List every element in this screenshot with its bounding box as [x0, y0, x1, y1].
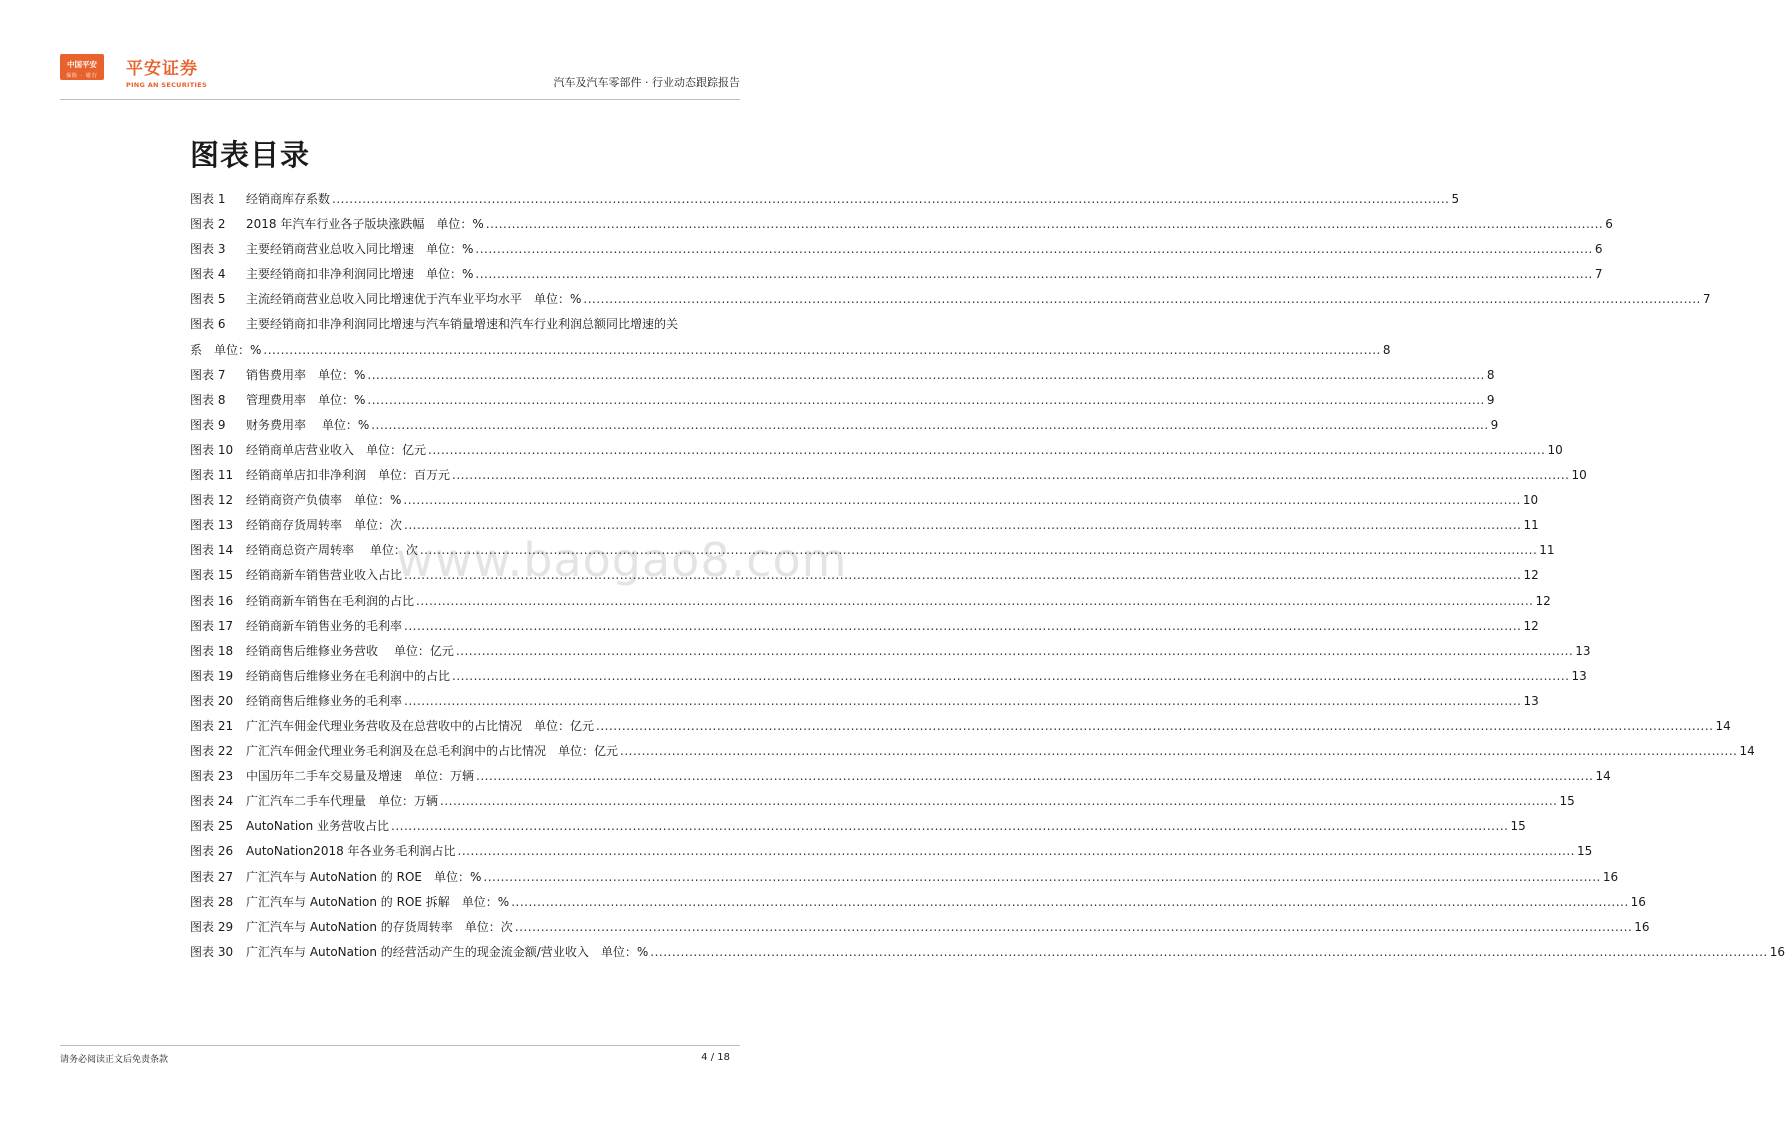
toc-entry-page: 10: [1547, 442, 1563, 457]
toc-entry-page: 6: [1594, 242, 1603, 257]
toc-entry-title: 经销商新车销售业务的毛利率: [246, 618, 403, 633]
toc-leader-dots: [650, 945, 1767, 959]
toc-entry[interactable]: [190, 491, 1539, 516]
toc-entry-page: 14: [1715, 718, 1731, 733]
toc-entry-page: 11: [1539, 543, 1555, 558]
toc-leader-dots: [596, 719, 1713, 733]
toc-entry[interactable]: [190, 717, 1731, 742]
toc-entry-page: 8: [1486, 367, 1495, 382]
toc-leader-dots: [452, 669, 1569, 683]
watermark: www.baogao8.com: [396, 533, 848, 587]
brand-name: 平安证券 PING AN SECURITIES: [126, 59, 207, 89]
toc-entry-page: 11: [1523, 518, 1539, 533]
toc-entry-number: 图表 25: [190, 819, 234, 834]
report-type: 汽车及汽车零部件 · 行业动态跟踪报告: [553, 76, 740, 89]
toc-entry[interactable]: [190, 566, 1539, 591]
toc-entry[interactable]: [190, 692, 1539, 717]
toc-entry-page: 5: [1451, 192, 1460, 206]
toc-entry-number: 图表 13: [190, 518, 234, 533]
toc-entry[interactable]: [190, 918, 1650, 943]
toc-entry[interactable]: [190, 943, 1785, 968]
toc-entry-title: 经销商总资产周转率 单位：次: [246, 543, 418, 558]
toc-entry-title: 主流经销商营业总收入同比增速优于汽车业平均水平 单位：%: [246, 292, 582, 307]
toc-entry-title: 广汇汽车与 AutoNation 的 ROE 单位：%: [246, 869, 482, 884]
toc-leader-dots: [403, 493, 1520, 507]
toc-leader-dots: [456, 644, 1573, 658]
toc-entry[interactable]: [190, 667, 1587, 692]
toc-entry-number: 图表 10: [190, 442, 234, 457]
toc-entry-number: 图表 19: [190, 668, 234, 683]
toc-entry[interactable]: [190, 265, 1603, 290]
toc-entry-number: 图表 5: [190, 292, 226, 307]
toc-entry-title: 经销商新车销售在毛利润的占比: [246, 593, 415, 608]
toc-leader-dots: [404, 518, 1521, 532]
toc-entry-title: 经销商库存系数: [246, 192, 331, 206]
ping-an-logo: 中国平安 保险 · 银行: [60, 54, 104, 80]
toc-leader-dots: [476, 769, 1593, 783]
toc-entry-title: 广汇汽车与 AutoNation 的存货周转率 单位：次: [246, 919, 513, 934]
toc-entry-number: 图表 28: [190, 894, 234, 909]
toc-entry[interactable]: [190, 391, 1495, 416]
toc-entry-page: 14: [1739, 744, 1755, 759]
toc-leader-dots: [440, 794, 1557, 808]
toc-leader-dots: [483, 870, 1600, 884]
toc-entry[interactable]: [190, 792, 1575, 817]
toc-entry[interactable]: [190, 617, 1539, 642]
toc-entry-number: 图表 11: [190, 468, 234, 483]
footer-disclaimer: 请务必阅读正文后免责条款: [60, 1055, 169, 1065]
page-header: [60, 50, 740, 100]
toc-entry-number: 图表 18: [190, 643, 234, 658]
toc-leader-dots: [515, 920, 1632, 934]
toc-entry[interactable]: [190, 315, 742, 340]
toc-entry-number: 图表 23: [190, 769, 234, 784]
toc-entry-title: 经销商存货周转率 单位：次: [246, 518, 403, 533]
toc-leader-dots: [583, 292, 1700, 306]
toc-entry-page: 8: [1382, 342, 1391, 357]
toc-entry-number: 图表 27: [190, 869, 234, 884]
toc-entry-number: 图表 17: [190, 618, 234, 633]
toc-entry-number: 图表 30: [190, 944, 234, 959]
toc-entry[interactable]: [190, 516, 1539, 541]
toc-entry-title: AutoNation2018 年各业务毛利润占比: [246, 844, 456, 859]
toc-entry-page: 9: [1486, 392, 1495, 407]
toc-entry-page: 14: [1595, 769, 1611, 784]
toc-entry-number: 图表 22: [190, 744, 234, 759]
toc-entry-page: 12: [1523, 568, 1539, 583]
toc-entry-page: 10: [1571, 468, 1587, 483]
toc-entry[interactable]: [190, 290, 1711, 315]
toc-leader-dots: [367, 368, 1484, 382]
toc-entry[interactable]: [190, 893, 1646, 918]
toc-leader-dots: [475, 267, 1592, 281]
toc-entry-page: 13: [1523, 693, 1539, 708]
toc-entry-page: 16: [1602, 869, 1619, 884]
toc-entry[interactable]: [190, 466, 1587, 491]
toc-leader-dots: [371, 418, 1488, 432]
toc-entry-number: 图表 26: [190, 844, 234, 859]
toc-entry-page: 6: [1605, 217, 1613, 232]
toc-entry-title: 经销商售后维修业务在毛利润中的占比: [246, 668, 451, 683]
toc-entry-page: 15: [1559, 794, 1575, 809]
toc-leader-dots: [404, 568, 1521, 582]
toc-entry[interactable]: [190, 215, 1613, 240]
toc-entry-number: 图表 1: [190, 192, 226, 206]
toc-entry-page: 16: [1634, 919, 1650, 934]
toc-entry[interactable]: [190, 767, 1611, 792]
toc-entry-title: 主要经销商营业总收入同比增速 单位：%: [246, 242, 474, 257]
toc-entry-title-cont: 系 单位：%: [190, 342, 262, 357]
toc-leader-dots: [428, 443, 1545, 457]
toc-entry-page: 15: [1510, 819, 1526, 834]
toc-entry-title: 主要经销商扣非净利润同比增速 单位：%: [246, 267, 474, 282]
toc-leader-dots: [263, 343, 1380, 357]
toc-entry[interactable]: [190, 416, 1499, 441]
toc-entry[interactable]: [190, 190, 1460, 215]
toc-leader-dots: [511, 895, 1628, 909]
toc-leader-dots: [452, 468, 1569, 482]
toc-entry-number: 图表 24: [190, 794, 234, 809]
toc-entry[interactable]: [190, 868, 1619, 893]
toc-entry-title: 管理费用率 单位：%: [246, 392, 366, 407]
toc-entry-title: 经销商新车销售营业收入占比: [246, 568, 403, 583]
page-number: 4 / 18: [701, 1052, 730, 1063]
toc-entry-number: 图表 7: [190, 367, 226, 382]
toc-leader-dots: [620, 744, 1737, 758]
toc-entry-title: 广汇汽车佣金代理业务毛利润及在总毛利润中的占比情况 单位：亿元: [246, 744, 619, 759]
toc-entry-title: 中国历年二手车交易量及增速 单位：万辆: [246, 769, 475, 784]
toc-entry-title: 广汇汽车与 AutoNation 的 ROE 拆解 单位：%: [246, 894, 510, 909]
toc-entry-page: 12: [1535, 593, 1551, 608]
toc-entry-title: 广汇汽车与 AutoNation 的经营活动产生的现金流金额/营业收入 单位：%: [246, 944, 649, 959]
toc-entry-title: 经销商单店扣非净利润 单位：百万元: [246, 468, 451, 483]
header-divider: [60, 99, 740, 100]
toc-leader-dots: [416, 594, 1533, 608]
toc-entry-number: 图表 12: [190, 493, 234, 508]
toc-entry-number: 图表 29: [190, 919, 234, 934]
toc-entry[interactable]: [190, 541, 1555, 566]
toc-leader-dots: [332, 192, 1449, 206]
toc-list: [190, 190, 1785, 968]
toc-entry[interactable]: [190, 742, 1755, 767]
toc-entry-number: 图表 21: [190, 718, 234, 733]
toc-entry-number: 图表 3: [190, 242, 226, 257]
toc-leader-dots: [404, 694, 1521, 708]
toc-entry-number: 图表 14: [190, 543, 234, 558]
toc-entry-page: 13: [1571, 668, 1587, 683]
toc-entry-number: 图表 20: [190, 693, 234, 708]
toc-entry-title: 广汇汽车二手车代理量 单位：万辆: [246, 794, 439, 809]
toc-entry-page: 7: [1702, 292, 1711, 307]
toc-entry-number: 图表 6: [190, 317, 226, 332]
footer-divider: [60, 1045, 740, 1046]
toc-title: 图表目录: [190, 138, 311, 172]
toc-leader-dots: [391, 819, 1508, 833]
toc-entry[interactable]: [190, 642, 1591, 667]
toc-entry[interactable]: [190, 366, 1495, 391]
toc-entry-number: 图表 16: [190, 593, 234, 608]
toc-entry[interactable]: [190, 817, 1526, 842]
toc-entry-page: 9: [1490, 417, 1499, 432]
toc-entry[interactable]: [190, 592, 1551, 617]
toc-entry-title: 销售费用率 单位：%: [246, 367, 366, 382]
toc-entry-title: 财务费用率 单位：%: [246, 417, 370, 432]
toc-leader-dots: [475, 242, 1592, 256]
toc-leader-dots: [420, 543, 1537, 557]
toc-entry-title: 经销商资产负债率 单位：%: [246, 493, 402, 508]
toc-entry-page: 13: [1575, 643, 1591, 658]
toc-entry-title: 经销商单店营业收入 单位：亿元: [246, 442, 427, 457]
toc-entry[interactable]: [190, 842, 1593, 867]
toc-leader-dots: [458, 844, 1575, 858]
toc-entry-title: 主要经销商扣非净利润同比增速与汽车销量增速和汽车行业利润总额同比增速的关: [246, 317, 679, 332]
toc-entry-number: 图表 8: [190, 392, 226, 407]
toc-entry-number: 图表 9: [190, 417, 226, 432]
toc-entry-number: 图表 15: [190, 568, 234, 583]
toc-entry[interactable]: [190, 441, 1563, 466]
toc-entry-page: 7: [1594, 267, 1603, 282]
toc-entry-continued[interactable]: [190, 341, 1391, 366]
toc-entry-title: 经销商售后维修业务营收 单位：亿元: [246, 643, 454, 658]
toc-entry-page: 12: [1523, 618, 1539, 633]
toc-leader-dots: [367, 393, 1484, 407]
toc-entry-page: 16: [1769, 944, 1785, 959]
toc-entry-title: 广汇汽车佣金代理业务营收及在总营收中的占比情况 单位：亿元: [246, 718, 595, 733]
toc-entry-page: 15: [1577, 844, 1593, 859]
toc-entry-title: 2018 年汽车行业各子版块涨跌幅 单位：%: [246, 217, 484, 232]
toc-leader-dots: [486, 217, 1603, 231]
toc-leader-dots: [404, 619, 1521, 633]
toc-entry-title: AutoNation 业务营收占比: [246, 819, 389, 834]
toc-entry-number: 图表 4: [190, 267, 226, 282]
toc-entry[interactable]: [190, 240, 1603, 265]
toc-entry-page: 10: [1522, 493, 1539, 508]
toc-entry-number: 图表 2: [190, 217, 226, 232]
toc-entry-page: 16: [1630, 894, 1646, 909]
toc-entry-title: 经销商售后维修业务的毛利率: [246, 693, 403, 708]
